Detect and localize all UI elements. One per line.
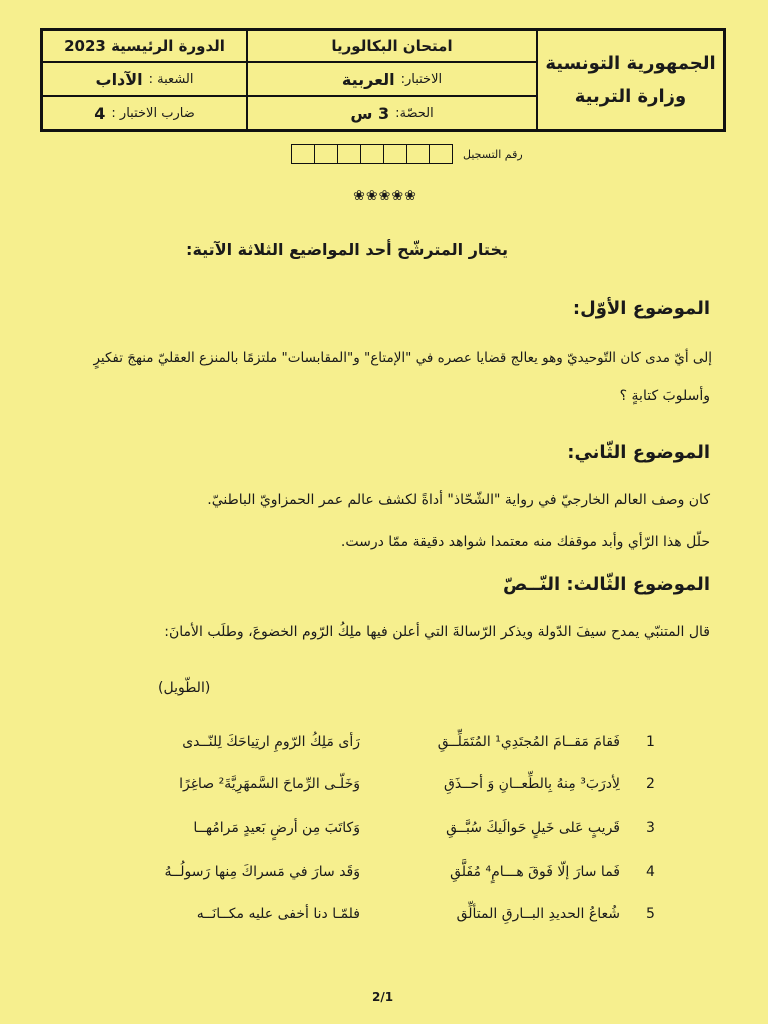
verse-number: 1 (646, 734, 655, 750)
verse-row (0, 906, 768, 930)
coef-cell (42, 96, 247, 130)
registration-field (292, 144, 523, 164)
verse-second-hemistich: فَقامَ مَقــامَ المُجتَدِي¹ المُتَمَلِّــقِ (437, 734, 620, 750)
registration-boxes (292, 144, 453, 164)
verse-first-hemistich: وَكاتَبَ مِن أرضٍ بَعيدٍ مَرامُهــا (193, 820, 360, 836)
exam-title: امتحان البكالوريا (331, 37, 453, 55)
coef-label: ضارب الاختبار : (111, 105, 195, 121)
header-table (40, 28, 726, 132)
registration-label: رقم التسجيل (463, 147, 523, 161)
topic1-line1: إلى أيّ مدى كان التّوحيديّ وهو يعالج قضايا عصره في "الإمتاع" و"المقابسات" ملتزمًا بالمنزع العقليّ منهجَ تفكيرٍ (93, 350, 712, 366)
instruction-text: يختار المترشّح أحد المواضيع الثلاثة الآتية: (186, 240, 508, 259)
country-name: الجمهورية التونسية (545, 53, 716, 74)
verse-second-hemistich: لِأدرَبَ³ مِنهُ بِالطِّعــانِ وَ أحــذَقِ (444, 776, 620, 792)
verse-first-hemistich: فلمّـا دنا أخفى عليه مكــانَــه (196, 906, 360, 922)
branch-value: الآداب (95, 69, 143, 89)
verse-first-hemistich: وَخَلّـى الرِّماحَ السَّمهَرِيَّةَ² صاغِرًا (179, 776, 360, 792)
duration-value: 3 س (350, 103, 390, 123)
subject-cell (247, 62, 537, 96)
verse-first-hemistich: رَأى مَلِكُ الرّومِ ارتِياحَكَ لِلنّــدى (182, 734, 360, 750)
verse-first-hemistich: وَقَد سارَ في مَسراكَ مِنها رَسولُــهُ (164, 864, 360, 880)
topic2-line1: كان وصف العالم الخارجيّ في رواية "الشّحّاذ" أداةً لكشف عالم عمر الحمزاويّ الباطنيّ. (207, 492, 710, 508)
topic2-line2: حلّل هذا الرّأي وأبد موقفك منه معتمدا شواهد دقيقة ممّا درست. (340, 534, 710, 550)
verse-row (0, 820, 768, 844)
branch-cell (42, 62, 247, 96)
registration-digit-box[interactable] (291, 144, 315, 164)
registration-digit-box[interactable] (429, 144, 453, 164)
verse-second-hemistich: فَما سارَ إلّا فَوقَ هـــامٍ⁴ مُفَلَّقِ (450, 864, 620, 880)
registration-digit-box[interactable] (337, 144, 361, 164)
subject-label: الاختبار: (400, 71, 443, 87)
registration-digit-box[interactable] (406, 144, 430, 164)
exam-cell (247, 30, 537, 62)
verse-number: 2 (646, 776, 655, 792)
registration-digit-box[interactable] (314, 144, 338, 164)
topic3-heading: الموضوع الثّالث: النّــصّ (503, 574, 710, 595)
registration-digit-box[interactable] (360, 144, 384, 164)
verse-number: 3 (646, 820, 655, 836)
duration-cell (247, 96, 537, 130)
session-text: الدورة الرئيسية 2023 (64, 37, 225, 55)
verse-row (0, 864, 768, 888)
session-cell (42, 30, 247, 62)
verse-second-hemistich: شُعاعُ الحديدِ البــارقِ المتألِّق (456, 906, 620, 922)
ornament-divider: ❀❀❀❀❀ (353, 188, 417, 204)
verse-number: 4 (646, 864, 655, 880)
verse-number: 5 (646, 906, 655, 922)
poem-meter: (الطّويل) (158, 680, 211, 696)
page-number: 2/1 (372, 990, 394, 1004)
topic3-intro: قال المتنبّي يمدح سيفَ الدّولة ويذكر الرّسالةَ التي أعلن فيها ملِكُ الرّوم الخضوعَ، وطلَب الأمانَ: (164, 624, 710, 640)
ministry-cell (537, 30, 724, 130)
subject-value: العربية (341, 69, 395, 89)
topic1-line2: وأسلوبَ كتابةٍ ؟ (619, 388, 710, 404)
verse-row (0, 776, 768, 800)
branch-label: الشعبة : (148, 71, 194, 87)
verse-row (0, 734, 768, 758)
coef-value: 4 (94, 103, 106, 123)
registration-digit-box[interactable] (383, 144, 407, 164)
topic1-heading: الموضوع الأوّل: (572, 298, 710, 319)
verse-second-hemistich: قَريبٍ عَلى خَيلٍ حَوالَيكَ سُبَّــقِ (446, 820, 620, 836)
ministry-name: وزارة التربية (574, 86, 687, 107)
duration-label: الحصّة: (395, 105, 434, 121)
topic2-heading: الموضوع الثّاني: (567, 442, 710, 463)
